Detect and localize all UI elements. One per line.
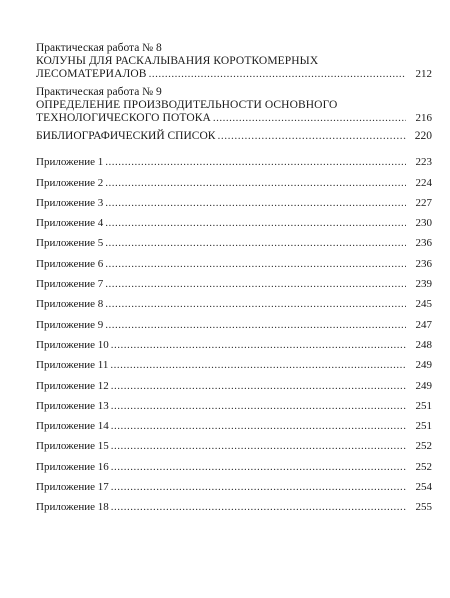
toc-entry-appendix[interactable] — [36, 311, 432, 331]
appendix-page-number: 252 — [415, 440, 432, 453]
appendix-page-number: 224 — [415, 176, 432, 189]
appendix-page-number: 236 — [415, 237, 432, 250]
dot-leader — [111, 339, 406, 352]
practical-8-page-number: 212 — [415, 68, 432, 80]
appendix-page-number: 236 — [415, 257, 432, 270]
appendix-label: Приложение 9 — [36, 318, 104, 331]
dot-leader — [105, 217, 406, 230]
toc-entry-appendix[interactable] — [36, 352, 432, 372]
toc-entry-appendix[interactable] — [36, 332, 432, 352]
appendix-label: Приложение 5 — [36, 237, 104, 250]
appendix-page-number: 249 — [415, 379, 432, 392]
dot-leader — [105, 237, 406, 250]
practical-9-kicker: Практическая работа № 9 — [36, 86, 162, 98]
toc-entry-appendix[interactable] — [36, 453, 432, 473]
dot-leader — [105, 197, 406, 210]
appendix-label: Приложение 11 — [36, 359, 109, 372]
appendix-label: Приложение 1 — [36, 156, 104, 169]
dot-leader — [105, 298, 406, 311]
toc-entry-appendix[interactable] — [36, 169, 432, 189]
dot-leader — [149, 68, 406, 81]
toc-entry-bibliography[interactable] — [36, 130, 432, 143]
appendix-page-number: 251 — [415, 420, 432, 433]
appendix-label: Приложение 12 — [36, 379, 109, 392]
dot-leader — [217, 130, 406, 143]
practical-8-kicker: Практическая работа № 8 — [36, 42, 162, 54]
practical-9-title-line-1: ОПРЕДЕЛЕНИЕ ПРОИЗВОДИТЕЛЬНОСТИ ОСНОВНОГО — [36, 99, 338, 111]
toc-entry-appendix[interactable] — [36, 291, 432, 311]
toc-entry-appendix[interactable] — [36, 372, 432, 392]
appendix-label: Приложение 4 — [36, 217, 104, 230]
appendix-label: Приложение 2 — [36, 176, 104, 189]
toc-entry-appendix[interactable] — [36, 230, 432, 250]
appendix-label: Приложение 8 — [36, 298, 104, 311]
practical-8-title-line-2: ЛЕСОМАТЕРИАЛОВ — [36, 68, 147, 80]
practical-9-title-line-2: ТЕХНОЛОГИЧЕСКОГО ПОТОКА — [36, 112, 211, 124]
toc-entry-appendix[interactable] — [36, 474, 432, 494]
appendix-page-number: 254 — [415, 481, 432, 494]
toc-entry-appendix[interactable] — [36, 271, 432, 291]
practical-8-title-line-1: КОЛУНЫ ДЛЯ РАСКАЛЫВАНИЯ КОРОТКОМЕРНЫХ — [36, 55, 319, 67]
toc-entry-appendix[interactable] — [36, 413, 432, 433]
dot-leader — [105, 156, 406, 169]
practical-9-page-number: 216 — [415, 112, 432, 124]
dot-leader — [111, 461, 406, 474]
appendix-page-number: 248 — [415, 338, 432, 351]
appendix-label: Приложение 14 — [36, 420, 109, 433]
appendix-page-number: 247 — [415, 318, 432, 331]
toc-entry-practical-9[interactable] — [36, 86, 432, 125]
dot-leader — [110, 359, 406, 372]
appendix-label: Приложение 10 — [36, 338, 109, 351]
appendix-label: Приложение 13 — [36, 399, 109, 412]
bibliography-page-number: 220 — [414, 130, 432, 142]
dot-leader — [105, 319, 406, 332]
appendix-label: Приложение 17 — [36, 481, 109, 494]
appendix-label: Приложение 3 — [36, 196, 104, 209]
toc-entry-appendix[interactable] — [36, 149, 432, 169]
dot-leader — [105, 258, 406, 271]
toc-entry-practical-8[interactable] — [36, 42, 432, 81]
appendix-page-number: 255 — [415, 501, 432, 514]
appendix-label: Приложение 16 — [36, 460, 109, 473]
dot-leader — [213, 112, 406, 125]
appendix-list — [36, 149, 432, 514]
dot-leader — [105, 177, 406, 190]
appendix-label: Приложение 15 — [36, 440, 109, 453]
toc-entry-appendix[interactable] — [36, 210, 432, 230]
appendix-page-number: 245 — [415, 298, 432, 311]
appendix-label: Приложение 18 — [36, 501, 109, 514]
appendix-page-number: 223 — [415, 156, 432, 169]
dot-leader — [105, 278, 406, 291]
appendix-page-number: 239 — [415, 278, 432, 291]
dot-leader — [111, 380, 406, 393]
appendix-page-number: 227 — [415, 196, 432, 209]
appendix-label: Приложение 7 — [36, 278, 104, 291]
appendix-label: Приложение 6 — [36, 257, 104, 270]
appendix-page-number: 230 — [415, 217, 432, 230]
dot-leader — [111, 400, 406, 413]
toc-entry-appendix[interactable] — [36, 190, 432, 210]
appendix-page-number: 252 — [415, 460, 432, 473]
dot-leader — [111, 440, 406, 453]
toc-entry-appendix[interactable] — [36, 393, 432, 413]
practical-9-leader-row — [36, 112, 432, 125]
table-of-contents — [36, 42, 432, 514]
practical-8-leader-row — [36, 68, 432, 81]
toc-entry-appendix[interactable] — [36, 250, 432, 270]
appendix-page-number: 249 — [415, 359, 432, 372]
toc-entry-appendix[interactable] — [36, 433, 432, 453]
bibliography-label: БИБЛИОГРАФИЧЕСКИЙ СПИСОК — [36, 130, 216, 142]
dot-leader — [111, 501, 406, 514]
dot-leader — [111, 420, 406, 433]
toc-entry-appendix[interactable] — [36, 494, 432, 514]
dot-leader — [111, 481, 406, 494]
appendix-page-number: 251 — [415, 399, 432, 412]
